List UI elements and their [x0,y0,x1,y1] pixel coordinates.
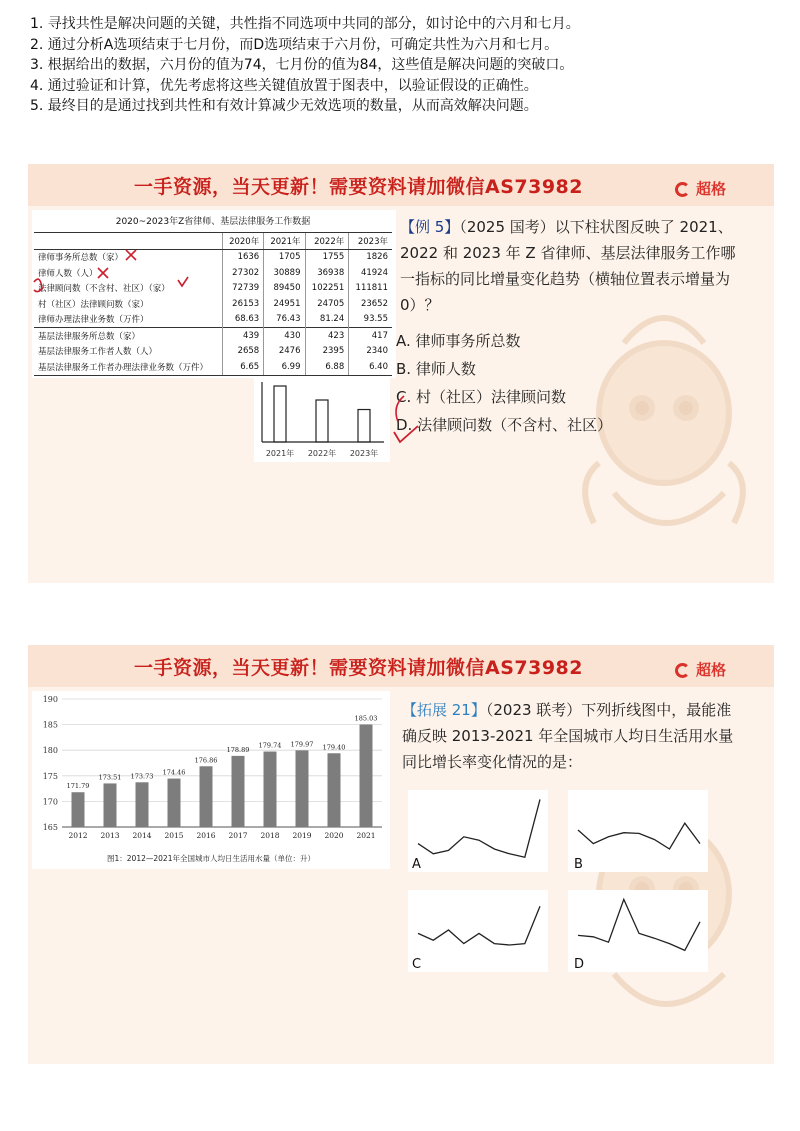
mini-bar [274,386,286,442]
question-line: 0）？ [400,296,440,314]
table-row-label: 法律顾问数（不含村、社区）（家） [38,284,170,295]
x-tick-label: 2021 [356,831,376,840]
table-row [34,359,392,375]
option-c[interactable]: C. 村（社区）法律顾问数 [396,388,567,406]
question-line-1 [400,214,735,240]
promo-banner [28,645,774,687]
table-cell: 102251 [305,281,349,297]
table-title: 2020~2023年Z省律师、基层法律服务工作数据 [115,217,311,227]
table-row-label: 律师办理法律业务数（万件） [38,315,149,326]
x-tick-label: 2012 [68,831,88,840]
y-tick-label: 180 [42,746,58,756]
mini-bar [358,410,370,442]
bar [136,782,149,827]
note-item: 2. 通过分析A选项结束于七月份，而D选项结束于六月份，可确定共性为六月和七月。 [30,36,559,53]
bar [232,756,245,827]
bar-value-label: 178.89 [226,745,250,754]
option-series-line [578,823,700,849]
bar [328,753,341,827]
brand-logo-icon [675,663,690,678]
table-cell: 89450 [264,281,305,297]
option-a-line-chart [408,790,548,872]
option-d-line-chart [568,890,708,972]
table-cell: 6.88 [305,359,349,375]
x-tick-label: 2017 [228,831,248,840]
slide-example-5 [28,164,774,583]
brand-logo-text: 超格 [695,180,726,198]
option-chart-label: A [412,857,421,872]
table-cell: 81.24 [305,312,349,328]
table-cell: 26153 [222,296,263,312]
table-cell: 417 [349,328,392,344]
table-cell: 23652 [349,296,392,312]
table-cell: 2658 [222,344,263,360]
table-cell: 1636 [222,249,263,265]
table-row-label: 律师事务所总数（家） [38,253,124,264]
water-usage-bar-chart [32,691,390,869]
mini-bar-chart-panel [254,378,390,462]
handwritten-marks [28,244,208,304]
table-cell: 93.55 [349,312,392,328]
table-cell: 439 [222,328,263,344]
table-row-label: 基层法律服务工作者人数（人） [38,347,158,358]
table-cell: 1826 [349,249,392,265]
option-chart-c[interactable] [408,890,548,972]
slide-extension-21 [28,645,774,1064]
table-cell: 30889 [264,265,305,281]
water-chart-panel [32,691,390,869]
table-cell: 24705 [305,296,349,312]
table-row-label: 村（社区）法律顾问数（家） [38,299,149,310]
banner-text: 一手资源，当天更新！需要资料请加微信AS73982 [134,657,583,679]
table-cell: 111811 [349,281,392,297]
note-item: 5. 最终目的是通过找到共性和有效计算减少无效选项的数量，从而高效解决问题。 [30,98,538,114]
table-cell: 68.63 [222,312,263,328]
promo-banner [28,164,774,206]
mini-bar-chart [254,378,390,462]
question-line: （2025 国考）以下柱状图反映了 2021、 [459,218,733,236]
question-line: 同比增长率变化情况的是： [402,753,583,771]
handwritten-check-mark [384,392,424,452]
x-tick-label: 2013 [100,831,120,840]
table-row-label: 基层法律服务工作者办理法律业务数（万件） [34,359,222,375]
question-tag: 【例 5】 [400,218,460,236]
y-tick-label: 170 [42,797,58,807]
table-row [34,312,392,328]
option-chart-b[interactable] [568,790,708,872]
table-cell: 72739 [222,281,263,297]
table-cell: 1755 [305,249,349,265]
option-chart-label: D [574,957,585,972]
table-cell: 2395 [305,344,349,360]
y-tick-label: 190 [42,695,58,704]
table-cell: 27302 [222,265,263,281]
question-line: （2023 联考）下列折线图中，最能准 [485,701,732,719]
x-tick-label: 2018 [260,831,280,840]
table-cell: 1705 [264,249,305,265]
table-cell: 423 [305,328,349,344]
mini-bar-label: 2021年 [265,449,295,458]
brand-logo [675,178,726,199]
brand-logo [675,659,726,680]
table-cell: 6.40 [349,359,392,375]
bar-value-label: 173.73 [130,772,154,781]
x-tick-label: 2020 [324,831,344,840]
bar [360,724,373,827]
question-tag: 【拓展 21】 [402,701,486,719]
table-cell: 430 [264,328,305,344]
table-row-label: 律师人数（人） [38,268,98,279]
table-cell: 76.43 [264,312,305,328]
bar-value-label: 171.79 [66,782,90,791]
option-chart-label: B [574,857,583,872]
question-line: 确反映 2013-2021 年全国城市人均日生活用水量 [402,727,734,745]
question-line: 一指标的同比增量变化趋势（横轴位置表示增量为 [400,270,731,288]
option-chart-label: C [412,957,422,972]
table-header-year: 2023年 [349,233,392,250]
x-tick-label: 2019 [292,831,312,840]
note-item: 3. 根据给出的数据，六月份的值为74，七月份的值为84，这些值是解决问题的突破口。 [30,57,574,73]
bar [104,783,117,827]
bar-value-label: 174.46 [162,768,186,777]
brand-logo-text: 超格 [695,661,726,679]
mini-bar-label: 2023年 [349,449,379,458]
note-item: 1. 寻找共性是解决问题的关键，共性指不同选项中共同的部分，如讨论中的六月和七月。 [30,16,580,32]
banner-text: 一手资源，当天更新！需要资料请加微信AS73982 [134,176,583,198]
option-chart-a[interactable] [408,790,548,872]
option-b[interactable]: B. 律师人数 [396,360,476,378]
table-cell: 6.99 [264,359,305,375]
x-tick-label: 2014 [132,831,152,840]
table-row [34,328,392,344]
table-header-year: 2020年 [222,233,263,250]
option-a[interactable]: A. 律师事务所总数 [396,332,521,350]
option-chart-d[interactable] [568,890,708,972]
option-b-line-chart [568,790,708,872]
bar [264,752,277,827]
mini-bar [316,400,328,442]
option-series-line [418,799,540,857]
y-tick-label: 165 [42,823,58,832]
bar-value-label: 176.86 [194,756,218,765]
note-item: 4. 通过验证和计算，优先考虑将这些关键值放置于图表中，以验证假设的正确性。 [30,77,538,94]
table-cell: 36938 [305,265,349,281]
bar [72,792,85,827]
table-cell: 24951 [264,296,305,312]
x-tick-label: 2016 [196,831,216,840]
bar-value-label: 179.97 [290,740,314,749]
bar [200,766,213,827]
x-tick-label: 2015 [164,831,184,840]
table-cell: 6.65 [222,359,263,375]
bar [168,779,181,827]
bar-value-label: 173.51 [98,773,122,782]
mini-bar-label: 2022年 [307,449,337,458]
bar-value-label: 179.74 [258,741,282,750]
question-text [400,214,735,318]
question-text [402,697,733,775]
question-line-1 [402,697,733,723]
table-cell: 2476 [264,344,305,360]
y-tick-label: 175 [42,771,58,781]
brand-logo-icon [675,182,690,197]
option-series-line [578,899,700,950]
bar-value-label: 185.03 [354,714,378,723]
bar [296,750,309,827]
option-c-line-chart [408,890,548,972]
table-header-year: 2022年 [305,233,349,250]
summary-notes [30,14,780,117]
table-cell: 2340 [349,344,392,360]
table-row [34,344,392,360]
table-row-label: 基层法律服务所总数（家） [34,328,222,344]
y-tick-label: 185 [42,720,58,730]
option-d[interactable]: D. 法律顾问数（不含村、社区） [396,416,613,434]
question-line: 2022 和 2023 年 Z 省律师、基层法律服务工作哪 [400,244,736,262]
table-header-year: 2021年 [264,233,305,250]
bar-value-label: 179.40 [322,743,346,752]
option-series-line [418,906,540,945]
table-cell: 41924 [349,265,392,281]
chart-title: 图1：2012—2021年全国城市人均日生活用水量（单位：升） [107,854,315,863]
